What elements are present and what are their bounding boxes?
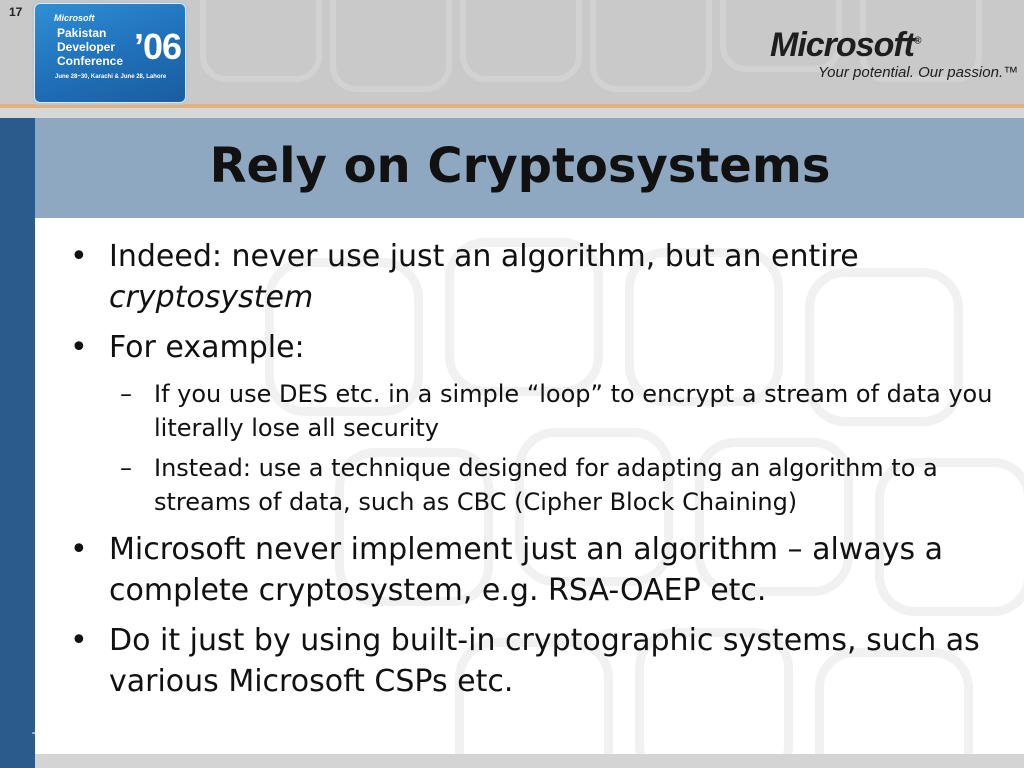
bullet-text: For example:	[109, 330, 305, 365]
bullet-glyph: •	[70, 239, 88, 274]
background-pattern-tile	[590, 0, 712, 92]
header-divider	[0, 108, 1024, 118]
conference-logo	[34, 3, 186, 103]
logo-dates: June 28~30, Karachi & June 28, Lahore	[55, 74, 167, 80]
sub-bullet-item	[70, 451, 1000, 519]
sub-bullet-text: If you use DES etc. in a simple “loop” to encrypt a stream of data you literally lose all security	[154, 380, 993, 442]
bullet-emphasis: cryptosystem	[109, 280, 314, 315]
registered-mark: ®	[914, 35, 921, 47]
bullet-text: Microsoft never implement just an algorithm – always a complete cryptosystem, e.g. RSA-OAEP etc.	[109, 532, 944, 608]
logo-brand: Microsoft	[54, 13, 95, 23]
slide-body	[70, 236, 1000, 711]
bullet-item	[70, 236, 1000, 318]
background-pattern-tile	[200, 0, 322, 82]
microsoft-wordmark	[770, 26, 920, 65]
sub-bullet-item	[70, 377, 1000, 445]
bullet-glyph: •	[70, 330, 88, 365]
bullet-item	[70, 327, 1000, 368]
logo-line-2: Developer	[57, 40, 116, 54]
bullet-text: Indeed: never use just an algorithm, but an entire	[109, 239, 859, 274]
background-pattern-tile	[460, 0, 582, 82]
bottom-strip	[35, 754, 1024, 768]
bullet-item	[70, 529, 1000, 611]
footer-text: TWC/WSCM	[32, 729, 113, 745]
left-accent-bar	[0, 118, 35, 768]
slide-number: 17	[9, 5, 23, 19]
logo-line-1: Pakistan	[57, 26, 107, 40]
sub-bullet-glyph: –	[120, 454, 132, 482]
background-pattern-tile	[330, 0, 452, 92]
sub-bullet-text: Instead: use a technique designed for adapting an algorithm to a streams of data, such as CBC (Cipher Block Chaining)	[154, 454, 938, 516]
company-tagline: Your potential. Our passion.™	[818, 64, 1019, 81]
slide-title: Rely on Cryptosystems	[209, 138, 831, 194]
bullet-item	[70, 620, 1000, 702]
logo-year: ’06	[134, 26, 182, 67]
logo-line-3: Conference	[57, 54, 124, 68]
bullet-glyph: •	[70, 623, 88, 658]
sub-bullet-glyph: –	[120, 380, 132, 408]
wordmark-text: Microsoft	[770, 26, 914, 64]
bullet-text: Do it just by using built-in cryptographic systems, such as various Microsoft CSPs etc.	[109, 623, 980, 699]
bullet-glyph: •	[70, 532, 88, 567]
